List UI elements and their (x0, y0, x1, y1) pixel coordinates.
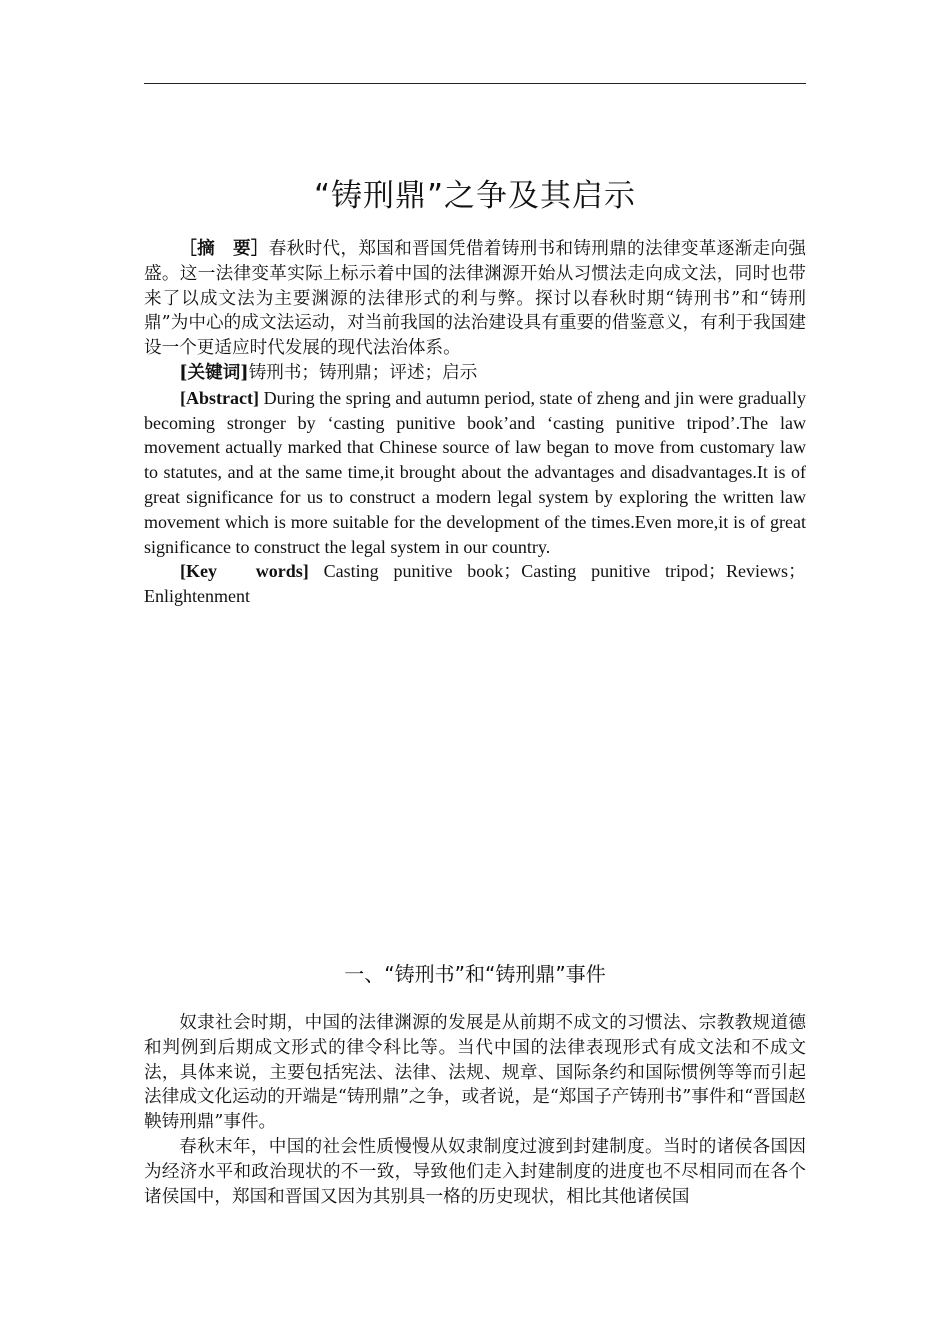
body-paragraph: 奴隶社会时期，中国的法律渊源的发展是从前期不成文的习惯法、宗教教规道德和判例到后期成文形式的律令科比等。当代中国的法律表现形式有成文法和不成文法，具体来说，主要包括宪法、法律、法规、规章、国际条约和国际惯例等等而引起法律成文化运动的开端是“铸刑鼎”之争，或者说，是“郑国子产铸刑书”事件和“晋国赵鞅铸刑鼎”事件。 (144, 1013, 806, 1133)
keywords-en-text: Casting punitive book；Casting punitive tripod；Reviews；Enlightenment (144, 561, 807, 607)
section-heading: 一、“铸刑书”和“铸刑鼎”事件 (344, 962, 606, 986)
keywords-cn-label: [关键词] (179, 361, 249, 383)
body-paragraph: 春秋末年，中国的社会性质慢慢从奴隶制度过渡到封建制度。当时的诸侯各国因为经济水平和政治现状的不一致，导致他们走入封建制度的进度也不尽相同而在各个诸侯国中，郑国和晋国又因为其别具一格的历史现状，相比其他诸侯国 (144, 1136, 806, 1207)
abstract-block (144, 237, 806, 609)
header-rule (144, 83, 806, 84)
abstract-cn-label: ［摘 要］ (179, 238, 269, 259)
abstract-en-label: [Abstract] (180, 387, 259, 408)
keywords-en-label: [Key words] (180, 561, 309, 582)
keywords-cn-text: 铸刑书；铸刑鼎；评述；启示 (248, 362, 478, 383)
abstract-en-text: During the spring and autumn period, state of zheng and jin were gradually becoming stronger by ‘casting punitive book’and ‘casting punitive tripod’.The law movement actually marked that Chinese source of law began to move from customary law to statutes, and at the same time,it brought about the advantages and disadvantages.It is of great significance for us to construct a modern legal system by exploring the written law movement which is more suitable for the development of the times.Even more,it is of great significance to construct the legal system in our country. (144, 387, 806, 557)
document-title: “铸刑鼎”之争及其启示 (313, 178, 637, 214)
abstract-cn-text: 春秋时代，郑国和晋国凭借着铸刑书和铸刑鼎的法律变革逐渐走向强盛。这一法律变革实际上标示着中国的法律渊源开始从习惯法走向成文法，同时也带来了以成文法为主要渊源的法律形式的利与弊。探讨以春秋时期“铸刑书”和“铸刑鼎”为中心的成文法运动，对当前我国的法治建设具有重要的借鉴意义，有利于我国建设一个更适应时代发展的现代法治体系。 (144, 239, 806, 359)
abstract-cn-paragraph (144, 237, 806, 361)
keywords-cn-paragraph (144, 361, 806, 386)
abstract-en-paragraph (144, 386, 806, 560)
keywords-en-paragraph (144, 559, 806, 609)
section-body (144, 1011, 806, 1209)
